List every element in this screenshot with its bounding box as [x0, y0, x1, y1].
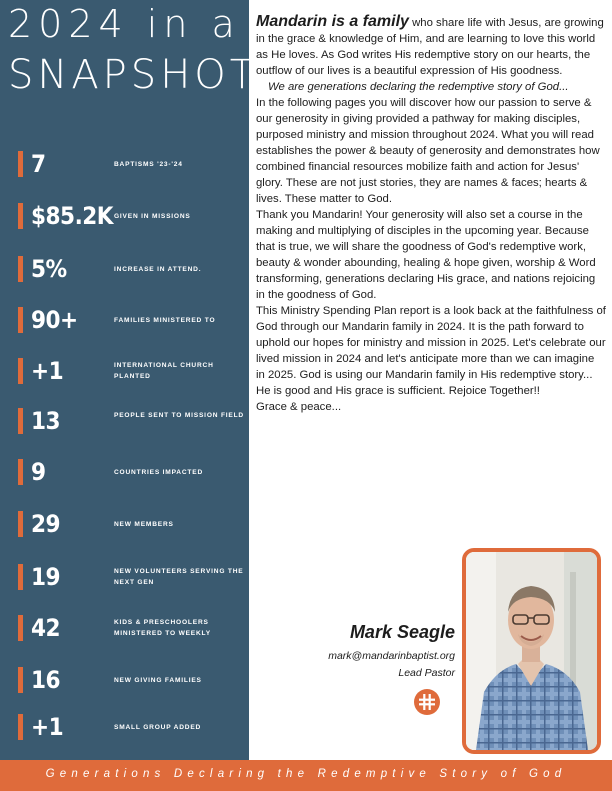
- pastor-letter: [256, 14, 606, 415]
- stat-countries: [18, 457, 244, 487]
- letter-paragraph-2: Thank you Mandarin! Your generosity will also set a course in the making and multiplying of disciples in the upcoming year. Because that is true, we will share the goodness of God's redemptive work, beauty & wonder abounding, healing & hope given, worship & Word transforming, generations declaring His grace, and nations rejoicing in the goodness of God.: [256, 209, 596, 301]
- church-logo-icon: [414, 689, 440, 715]
- stat-label: PEOPLE SENT TO MISSION FIELD: [114, 412, 244, 419]
- stat-church-planted: [18, 356, 244, 386]
- stat-label: NEW VOLUNTEERS SERVING THE NEXT GEN: [114, 568, 244, 586]
- stat-accent-bar: [18, 459, 23, 485]
- stat-people-sent: [18, 406, 244, 436]
- letter-paragraph-3: This Ministry Spending Plan report is a look back at the faithfulness of God through our Mandarin family in 2024. It is the path forward to uphold our hopes for ministry and mission in 2025. Let's celebrate our lived mission in 2024 and let's anticipate more than we can imagine in 2025. God is using our Mandarin family in His redemptive story... He is good and His grace is sufficient. Rejoice Together!!: [256, 305, 606, 397]
- stat-label: INTERNATIONAL CHURCH PLANTED: [114, 362, 214, 380]
- snapshot-title-line1: 2024 in a: [8, 2, 241, 46]
- stat-label: COUNTRIES IMPACTED: [114, 469, 204, 476]
- signature-role: Lead Pastor: [398, 667, 455, 679]
- tagline: We are generations declaring the redemptive story of God...: [268, 81, 569, 93]
- letter-closing: Grace & peace...: [256, 401, 342, 413]
- stat-accent-bar: [18, 151, 23, 177]
- stat-attendance: [18, 254, 244, 284]
- stat-accent-bar: [18, 511, 23, 537]
- stat-new-members: [18, 509, 244, 539]
- stat-missions-giving: [18, 201, 244, 231]
- stat-label: KIDS & PRESCHOOLERS MINISTERED TO WEEKLY: [114, 619, 211, 637]
- stat-number: 7: [31, 150, 46, 178]
- footer-text: Generations Declaring the Redemptive Story of God: [45, 768, 567, 780]
- stat-number: 19: [31, 563, 61, 591]
- intro-paragraph: [256, 14, 606, 79]
- stat-number: +1: [31, 357, 64, 385]
- stat-number: 13: [31, 407, 61, 435]
- intro-rest: who share life with Jesus, are growing in the grace & knowledge of Him, and are learning to love this world as He loves. As God writes His redemptive story on our hearts, the outflow of our lives is a beautiful expression of His goodness.: [256, 17, 604, 77]
- stat-kids: [18, 613, 244, 643]
- snapshot-title-line2: SNAPSHOT: [8, 52, 259, 98]
- stat-accent-bar: [18, 615, 23, 641]
- stat-number: 90+: [31, 306, 78, 334]
- stat-families: [18, 305, 244, 335]
- stat-small-group: [18, 712, 244, 742]
- intro-lead: Mandarin is a family: [256, 13, 409, 30]
- signature-name: Mark Seagle: [349, 622, 455, 642]
- stat-label: GIVEN IN MISSIONS: [114, 213, 191, 220]
- stat-accent-bar: [18, 408, 23, 434]
- stat-accent-bar: [18, 564, 23, 590]
- stat-label: FAMILIES MINISTERED TO: [114, 317, 216, 324]
- stat-accent-bar: [18, 203, 23, 229]
- stat-number: 29: [31, 510, 61, 538]
- stat-accent-bar: [18, 667, 23, 693]
- snapshot-sidebar: [0, 0, 259, 760]
- stat-number: $85.2K: [31, 202, 114, 230]
- stat-number: 16: [31, 666, 61, 694]
- stat-number: 5%: [31, 255, 67, 283]
- stat-accent-bar: [18, 714, 23, 740]
- stat-giving-families: [18, 665, 244, 695]
- letter-paragraph-1: In the following pages you will discover how our passion to serve & our generosity in giving provided a pathway for making disciples, purposed ministry and mission throughout 2024. What you will read establishes the power & beauty of generosity and demonstrates how combined financial resources mobilize faith and action for Jesus' glory. These are not just stories, they are names & faces; hearts & lives. These matter to God.: [256, 97, 600, 205]
- stat-label: NEW GIVING FAMILIES: [114, 677, 202, 684]
- stat-label: INCREASE IN ATTEND.: [114, 266, 202, 273]
- footer-banner: [0, 760, 612, 791]
- stat-number: 9: [31, 458, 46, 486]
- stat-number: 42: [31, 614, 61, 642]
- stat-accent-bar: [18, 358, 23, 384]
- stat-volunteers: [18, 562, 244, 592]
- stat-accent-bar: [18, 256, 23, 282]
- stat-baptisms: [18, 149, 244, 179]
- stat-label: BAPTISMS '23-'24: [114, 161, 183, 168]
- stat-label: NEW MEMBERS: [114, 521, 174, 528]
- stat-number: +1: [31, 713, 64, 741]
- stat-accent-bar: [18, 307, 23, 333]
- signature-email[interactable]: mark@mandarinbaptist.org: [328, 650, 455, 662]
- pastor-portrait-image: [466, 552, 597, 750]
- pastor-photo: [462, 548, 601, 754]
- stat-label: SMALL GROUP ADDED: [114, 724, 202, 731]
